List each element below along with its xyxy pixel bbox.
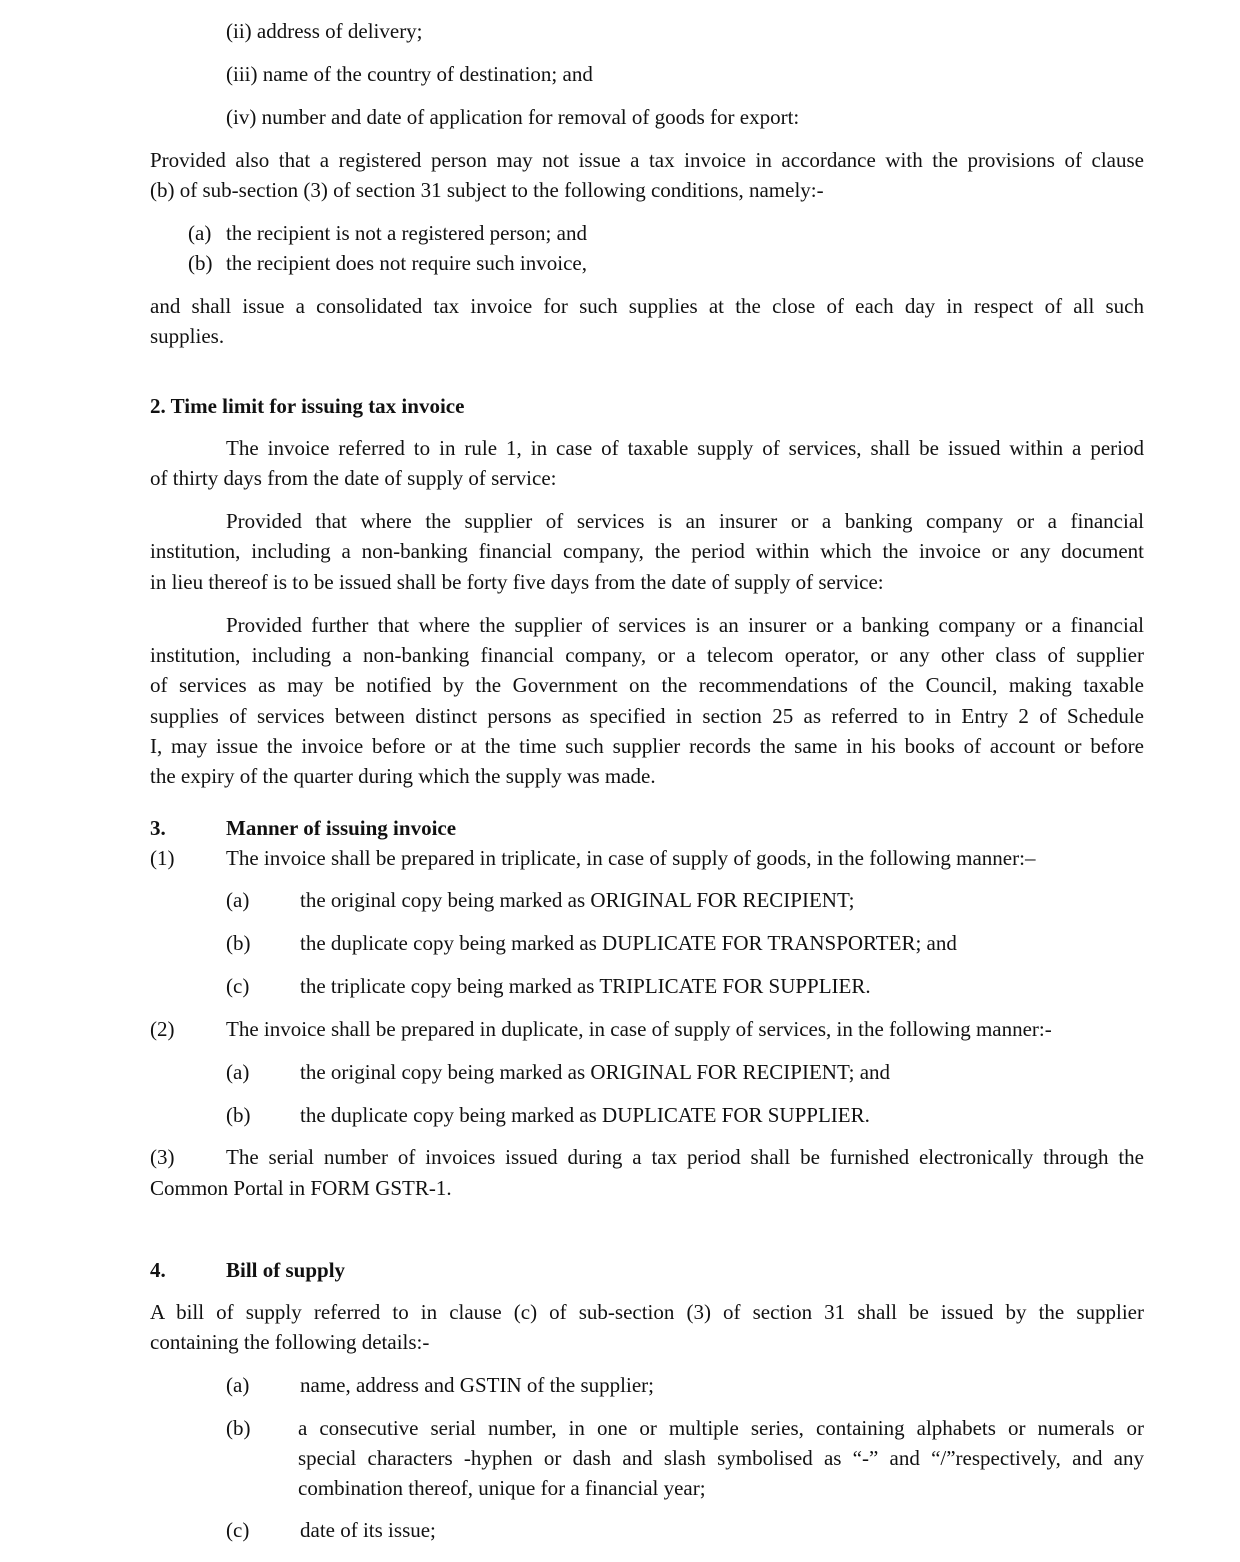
paragraph-line: of thirty days from the date of supply of service: bbox=[150, 466, 557, 490]
item-marker: (a) bbox=[226, 1060, 250, 1084]
list-item-ii: (ii) address of delivery; bbox=[226, 19, 423, 43]
paragraph-line: of services as may be notified by the Government on the recommendations of the Council, making taxable bbox=[150, 673, 1144, 697]
paragraph-line: in lieu thereof is to be issued shall be forty five days from the date of supply of service: bbox=[150, 570, 884, 594]
item-text: a consecutive serial number, in one or multiple series, containing alphabets or numerals or bbox=[298, 1416, 1144, 1440]
item-text: date of its issue; bbox=[300, 1518, 436, 1542]
section-number: 3. bbox=[150, 816, 166, 840]
item-text: the duplicate copy being marked as DUPLICATE FOR TRANSPORTER; and bbox=[300, 931, 957, 955]
paragraph-line: A bill of supply referred to in clause (c) of sub-section (3) of section 31 shall be issued by the supplier bbox=[150, 1300, 1144, 1324]
section-number: 4. bbox=[150, 1258, 166, 1282]
item-text: the triplicate copy being marked as TRIPLICATE FOR SUPPLIER. bbox=[300, 974, 871, 998]
section-heading: Manner of issuing invoice bbox=[226, 816, 457, 840]
section-heading: Bill of supply bbox=[226, 1258, 346, 1282]
paragraph-line: Provided that where the supplier of services is an insurer or a banking company or a financial bbox=[226, 509, 1144, 533]
proviso-line: Provided also that a registered person may not issue a tax invoice in accordance with the provisions of clause bbox=[150, 148, 1144, 172]
item-text: name, address and GSTIN of the supplier; bbox=[300, 1373, 654, 1397]
paragraph-line: the expiry of the quarter during which the supply was made. bbox=[150, 764, 656, 788]
item-text: the original copy being marked as ORIGINAL FOR RECIPIENT; bbox=[300, 888, 855, 912]
paragraph-line: institution, including a non-banking financial company, or a telecom operator, or any other class of supplier bbox=[150, 643, 1144, 667]
item-text: the duplicate copy being marked as DUPLICATE FOR SUPPLIER. bbox=[300, 1103, 870, 1127]
subrule-text: The invoice shall be prepared in duplicate, in case of supply of services, in the following manner:- bbox=[226, 1017, 1052, 1041]
item-marker: (a) bbox=[226, 888, 250, 912]
condition-text: the recipient is not a registered person; and bbox=[226, 221, 587, 245]
subrule-text: Common Portal in FORM GSTR-1. bbox=[150, 1176, 452, 1200]
item-text: special characters -hyphen or dash and slash symbolised as “-” and “/”respectively, and any bbox=[298, 1446, 1144, 1470]
item-marker: (a) bbox=[226, 1373, 250, 1397]
subrule-text: The serial number of invoices issued during a tax period shall be furnished electronically through the bbox=[226, 1145, 1144, 1169]
subrule-marker: (2) bbox=[150, 1017, 175, 1041]
closing-line: supplies. bbox=[150, 324, 225, 348]
paragraph-line: Provided further that where the supplier of services is an insurer or a banking company or a financial bbox=[226, 613, 1144, 637]
condition-text: the recipient does not require such invoice, bbox=[226, 251, 587, 275]
list-item-iv: (iv) number and date of application for removal of goods for export: bbox=[226, 105, 800, 129]
list-item-iii: (iii) name of the country of destination; and bbox=[226, 62, 593, 86]
item-text: combination thereof, unique for a financial year; bbox=[298, 1476, 706, 1500]
item-marker: (c) bbox=[226, 974, 250, 998]
item-marker: (b) bbox=[226, 931, 251, 955]
paragraph-line: I, may issue the invoice before or at the time such supplier records the same in his books of account or before bbox=[150, 734, 1144, 758]
condition-marker: (a) bbox=[188, 221, 212, 245]
item-marker: (b) bbox=[226, 1103, 251, 1127]
item-marker: (c) bbox=[226, 1518, 250, 1542]
condition-marker: (b) bbox=[188, 251, 213, 275]
subrule-marker: (1) bbox=[150, 846, 175, 870]
item-text: the original copy being marked as ORIGINAL FOR RECIPIENT; and bbox=[300, 1060, 891, 1084]
item-marker: (b) bbox=[226, 1416, 251, 1440]
proviso-line: (b) of sub-section (3) of section 31 subject to the following conditions, namely:- bbox=[150, 178, 824, 202]
closing-line: and shall issue a consolidated tax invoice for such supplies at the close of each day in respect of all such bbox=[150, 294, 1144, 318]
paragraph-line: The invoice referred to in rule 1, in case of taxable supply of services, shall be issued within a period bbox=[226, 436, 1144, 460]
subrule-marker: (3) bbox=[150, 1145, 175, 1169]
subrule-text: The invoice shall be prepared in triplicate, in case of supply of goods, in the following manner:– bbox=[226, 846, 1036, 870]
section-heading: 2. Time limit for issuing tax invoice bbox=[150, 394, 465, 418]
paragraph-line: containing the following details:- bbox=[150, 1330, 430, 1354]
paragraph-line: supplies of services between distinct persons as specified in section 25 as referred to in Entry 2 of Schedule bbox=[150, 704, 1144, 728]
paragraph-line: institution, including a non-banking financial company, the period within which the invoice or any document bbox=[150, 539, 1144, 563]
